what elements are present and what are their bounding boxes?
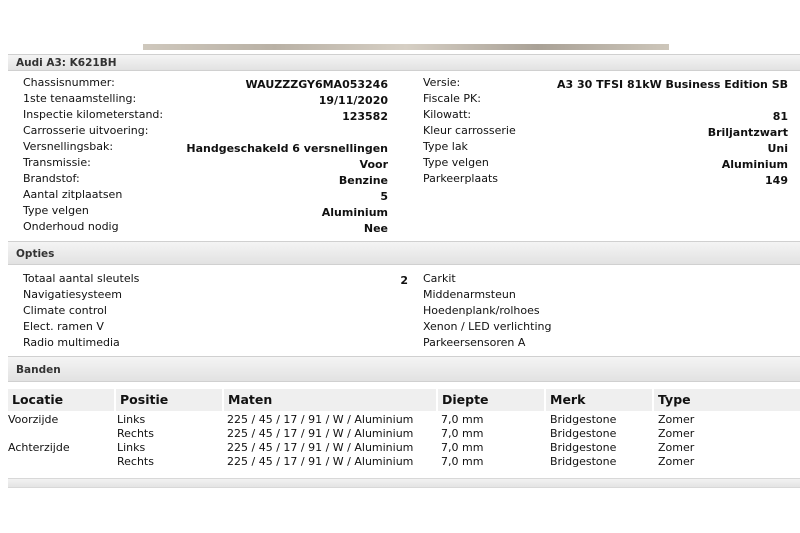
cell-type: Zomer xyxy=(658,413,695,426)
detail-label: Type velgen xyxy=(23,204,89,217)
detail-value: Aluminium xyxy=(321,206,388,219)
detail-label: 1ste tenaamstelling: xyxy=(23,92,137,105)
cell-type: Zomer xyxy=(658,455,695,468)
detail-value: Briljantzwart xyxy=(707,126,788,139)
cell-merk: Bridgestone xyxy=(550,455,617,468)
tires-table-header xyxy=(8,389,800,411)
detail-label: Kleur carrosserie xyxy=(423,124,516,137)
cell-maten: 225 / 45 / 17 / 91 / W / Aluminium xyxy=(227,413,414,426)
detail-value: Nee xyxy=(363,222,388,235)
detail-label: Type lak xyxy=(423,140,468,153)
detail-value: 19/11/2020 xyxy=(318,94,388,107)
detail-label: Transmissie: xyxy=(23,156,91,169)
detail-value: 123582 xyxy=(342,110,388,123)
cell-positie: Rechts xyxy=(117,427,154,440)
vehicle-title-header xyxy=(8,54,800,71)
footer-divider xyxy=(8,478,800,488)
detail-label: Aantal zitplaatsen xyxy=(23,188,123,201)
cell-type: Zomer xyxy=(658,441,695,454)
detail-value: WAUZZZGY6MA053246 xyxy=(245,78,388,91)
detail-label: Versie: xyxy=(423,76,461,89)
detail-value: 81 xyxy=(772,110,788,123)
column-header-merk: Merk xyxy=(546,389,652,411)
vehicle-photo-strip xyxy=(143,44,669,50)
cell-maten: 225 / 45 / 17 / 91 / W / Aluminium xyxy=(227,455,414,468)
cell-diepte: 7,0 mm xyxy=(441,441,484,454)
cell-diepte: 7,0 mm xyxy=(441,455,484,468)
cell-merk: Bridgestone xyxy=(550,413,617,426)
option-item: Middenarmsteun xyxy=(423,288,516,301)
column-header-locatie: Locatie xyxy=(8,389,114,411)
option-item: Navigatiesysteem xyxy=(23,288,122,301)
detail-value: 149 xyxy=(765,174,788,187)
option-item: Totaal aantal sleutels xyxy=(23,272,140,285)
option-item: Parkeersensoren A xyxy=(423,336,526,349)
column-header-type: Type xyxy=(654,389,800,411)
cell-type: Zomer xyxy=(658,427,695,440)
detail-value: Benzine xyxy=(338,174,388,187)
detail-label: Type velgen xyxy=(423,156,489,169)
cell-diepte: 7,0 mm xyxy=(441,427,484,440)
detail-value: Voor xyxy=(359,158,388,171)
option-item: Carkit xyxy=(423,272,456,285)
detail-label: Inspectie kilometerstand: xyxy=(23,108,164,121)
option-item: Hoedenplank/rolhoes xyxy=(423,304,540,317)
vehicle-title: Audi A3: K621BH xyxy=(16,57,117,69)
options-title: Opties xyxy=(16,248,55,260)
detail-label: Onderhoud nodig xyxy=(23,220,119,233)
cell-positie: Links xyxy=(117,441,146,454)
detail-label: Fiscale PK: xyxy=(423,92,481,105)
detail-label: Carrosserie uitvoering: xyxy=(23,124,149,137)
column-header-positie: Positie xyxy=(116,389,222,411)
detail-value: 5 xyxy=(380,190,388,203)
cell-positie: Links xyxy=(117,413,146,426)
option-item: Radio multimedia xyxy=(23,336,120,349)
detail-value: Aluminium xyxy=(721,158,788,171)
cell-positie: Rechts xyxy=(117,455,154,468)
cell-merk: Bridgestone xyxy=(550,441,617,454)
option-item: Climate control xyxy=(23,304,107,317)
detail-label: Brandstof: xyxy=(23,172,80,185)
cell-locatie: Voorzijde xyxy=(8,413,59,426)
column-header-diepte: Diepte xyxy=(438,389,544,411)
detail-label: Chassisnummer: xyxy=(23,76,115,89)
cell-diepte: 7,0 mm xyxy=(441,413,484,426)
option-item: Xenon / LED verlichting xyxy=(423,320,552,333)
option-item: Elect. ramen V xyxy=(23,320,104,333)
options-section-header xyxy=(8,241,800,265)
cell-maten: 225 / 45 / 17 / 91 / W / Aluminium xyxy=(227,441,414,454)
detail-value: Uni xyxy=(767,142,788,155)
detail-value: Handgeschakeld 6 versnellingen xyxy=(186,142,388,155)
tires-title: Banden xyxy=(16,364,61,376)
detail-label: Parkeerplaats xyxy=(423,172,499,185)
tires-section-header xyxy=(8,356,800,382)
cell-maten: 225 / 45 / 17 / 91 / W / Aluminium xyxy=(227,427,414,440)
option-value: 2 xyxy=(400,274,408,287)
column-header-maten: Maten xyxy=(224,389,436,411)
cell-locatie: Achterzijde xyxy=(8,441,70,454)
detail-value: A3 30 TFSI 81kW Business Edition SB xyxy=(556,78,788,91)
cell-merk: Bridgestone xyxy=(550,427,617,440)
detail-label: Kilowatt: xyxy=(423,108,472,121)
detail-label: Versnellingsbak: xyxy=(23,140,114,153)
